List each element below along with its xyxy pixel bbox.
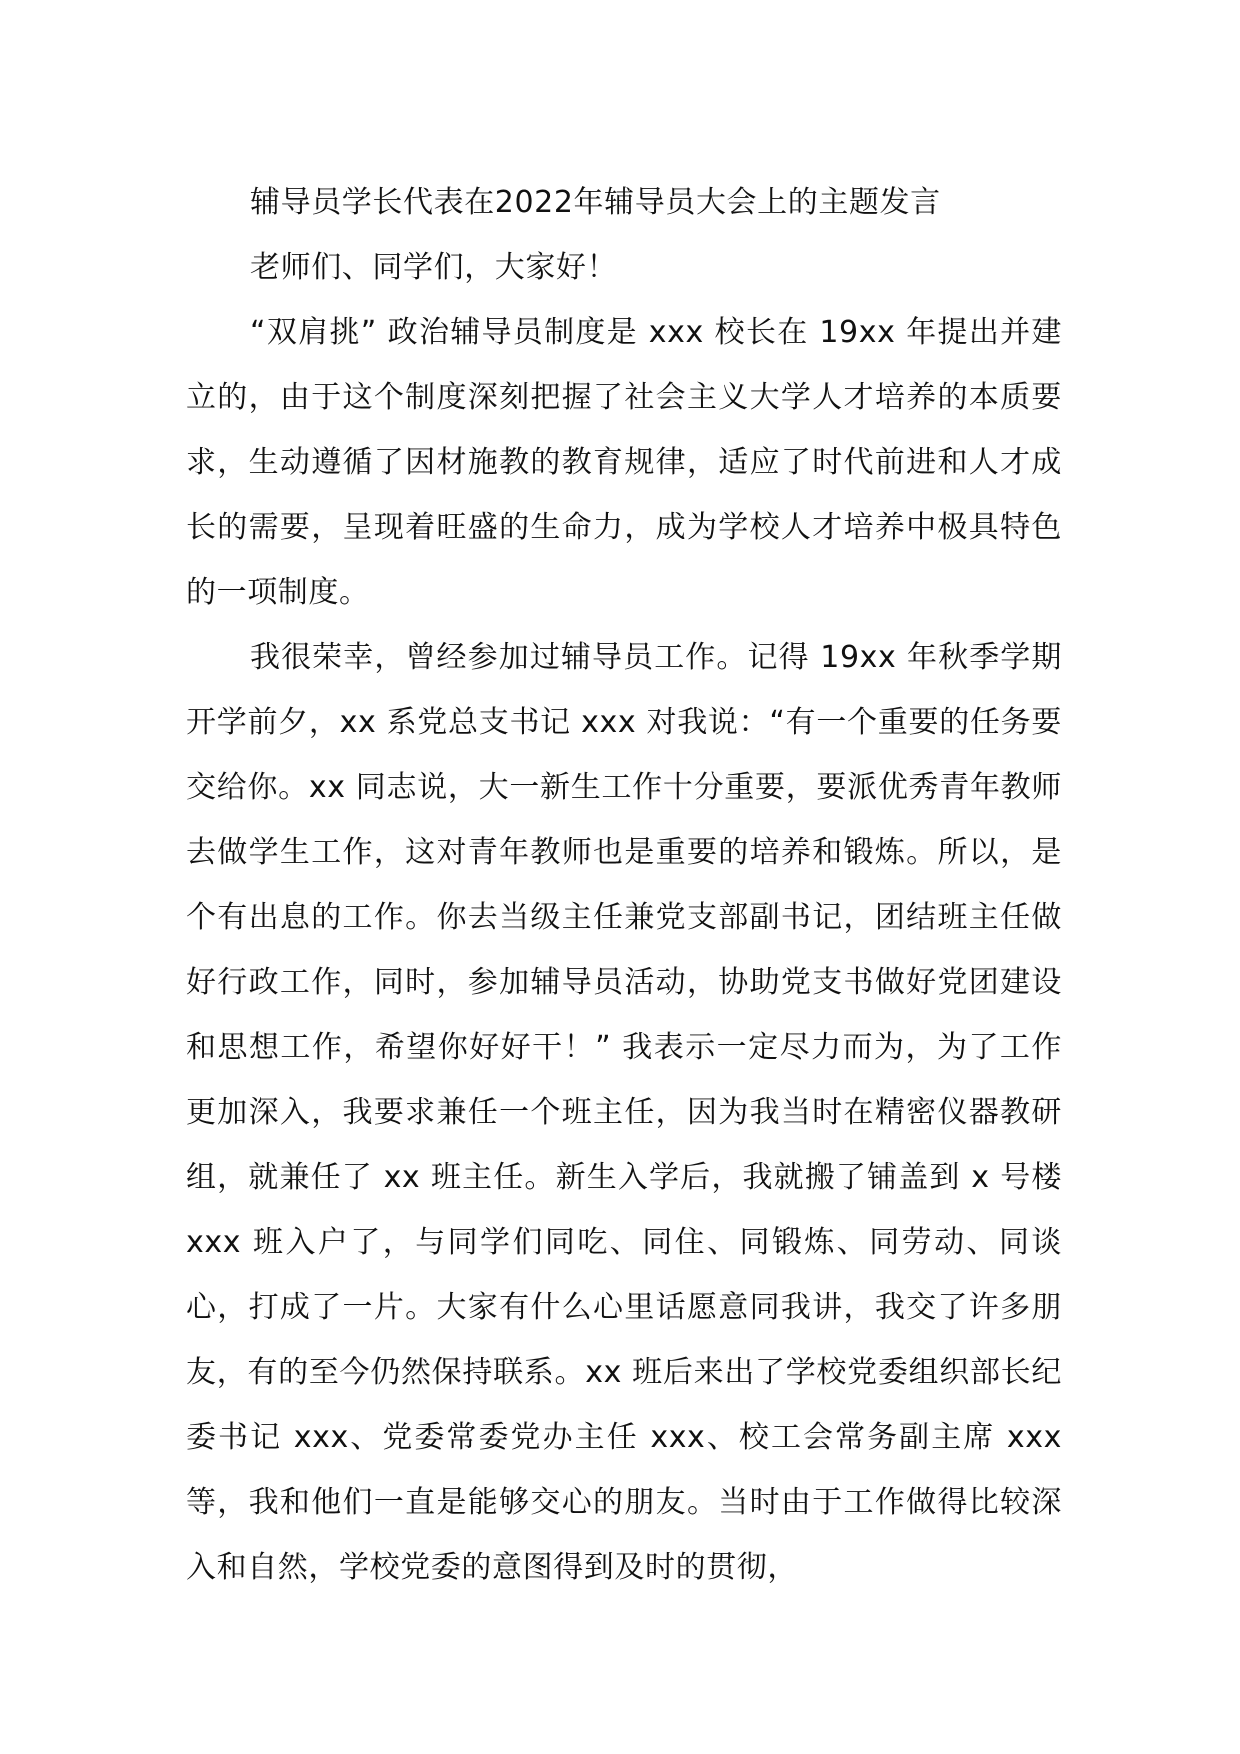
document-body xyxy=(186,170,1062,1600)
paragraph-2: 我很荣幸，曾经参加过辅导员工作。记得 19xx 年秋季学期开学前夕，xx 系党总支书记 xxx 对我说：“有一个重要的任务要交给你。xx 同志说，大一新生工作十分重要，要派优秀青年教师去做学生工作，这对青年教师也是重要的培养和锻炼。所以，是个有出息的工作。你去当级主任兼党支部副书记，团结班主任做好行政工作，同时，参加辅导员活动，协助党支书做好党团建设和思想工作，希望你好好干！” 我表示一定尽力而为，为了工作更加深入，我要求兼任一个班主任，因为我当时在精密仪器教研组，就兼任了 xx 班主任。新生入学后，我就搬了铺盖到 x 号楼 xxx 班入户了，与同学们同吃、同住、同锻炼、同劳动、同谈心，打成了一片。大家有什么心里话愿意同我讲，我交了许多朋友，有的至今仍然保持联系。xx 班后来出了学校党委组织部长纪委书记 xxx、党委常委党办主任 xxx、校工会常务副主席 xxx 等，我和他们一直是能够交心的朋友。当时由于工作做得比较深入和自然，学校党委的意图得到及时的贯彻， xyxy=(186,640,1062,1585)
paragraph-1: “双肩挑” 政治辅导员制度是 xxx 校长在 19xx 年提出并建立的，由于这个制度深刻把握了社会主义大学人才培养的本质要求，生动遵循了因材施教的教育规律，适应了时代前进和人才成长的需要，呈现着旺盛的生命力，成为学校人才培养中极具特色的一项制度。 xyxy=(186,315,1062,610)
document-title: 辅导员学长代表在2022年辅导员大会上的主题发言 xyxy=(250,185,941,220)
greeting-line: 老师们、同学们，大家好！ xyxy=(250,250,618,285)
